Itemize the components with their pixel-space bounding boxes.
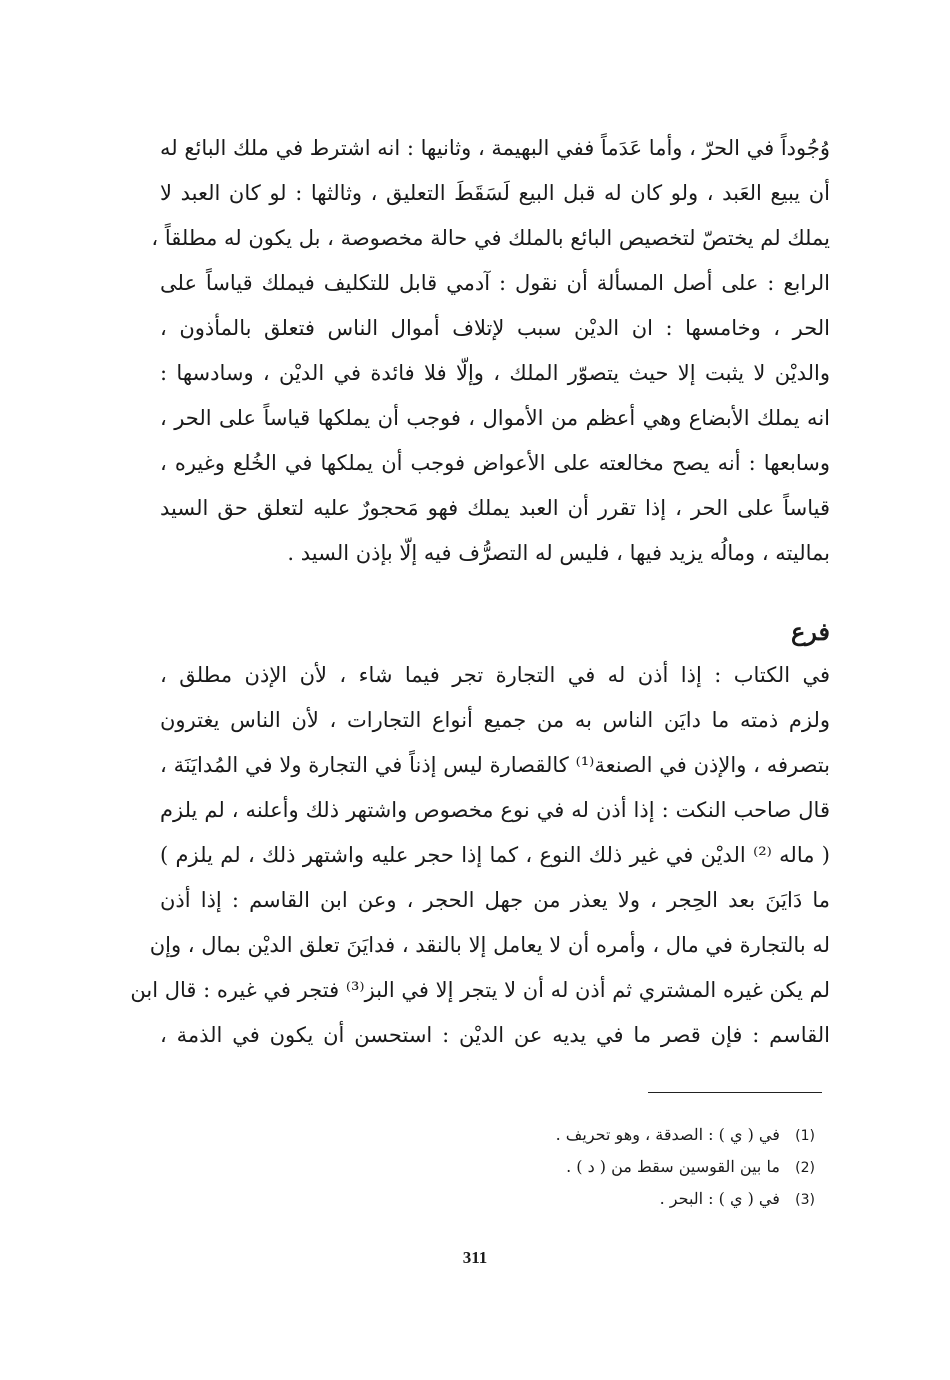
text-line: لم يكن غيره المشتري ثم أذن له أن لا يتجر إلا في البز⁽³⁾ فتجر في غيره : قال ابن <box>130 978 830 1002</box>
text-line: الحر ، وخامسها : ان الديْن سبب لإتلاف أموال الناس فتعلق بالمأذون ، <box>160 316 830 340</box>
section-heading: فرع <box>790 617 830 646</box>
footnote-number: (2) <box>795 1160 815 1176</box>
footnote <box>415 1152 815 1183</box>
footnote <box>415 1184 815 1215</box>
text-line: قياساً على الحر ، إذا تقرر أن العبد يملك فهو مَحجورٌ عليه لتعلق حق السيد <box>160 496 830 520</box>
text-line: يملك لم يختصّ لتخصيص البائع بالملك في حالة مخصوصة ، بل يكون له مطلقاً ، <box>151 226 830 250</box>
text-line: ما دَايَنَ بعد الحِجر ، ولا يعذر من جهل الحجر ، وعن ابن القاسم : إذا أذن <box>160 888 830 912</box>
text-line: في الكتاب : إذا أذن له في التجارة تجر فيما شاء ، لأن الإذن مطلق ، <box>160 663 830 687</box>
text-line: بتصرفه ، والإذن في الصنعة⁽¹⁾ كالقصارة ليس إذناً في التجارة ولا في المُدايَنَة ، <box>160 753 830 777</box>
text-line: ( ماله ⁽²⁾ الديْن في غير ذلك النوع ، كما إذا حجر عليه واشتهر ذلك ، لم يلزم ) <box>160 843 830 867</box>
text-line: والديْن لا يثبت إلا حيث يتصوّر الملك ، وإلّا فلا فائدة في الديْن ، وسادسها : <box>160 361 830 385</box>
text-line: قال صاحب النكت : إذا أذن له في نوع مخصوص واشتهر ذلك وأعلنه ، لم يلزم <box>160 798 830 822</box>
section2-text <box>130 655 830 1055</box>
text-line: وُجُوداً في الحرّ ، وأما عَدَماً ففي البهيمة ، وثانيها : انه اشترط في ملك البائع له <box>160 136 830 160</box>
text-line: وسابعها : أنه يصح مخالعته على الأعواض فوجب أن يملكها في الخُلع وغيره ، <box>160 451 830 475</box>
text-line: بماليته ، ومالُه يزيد فيها ، فليس له التصرُّف فيه إلّا بإذن السيد . <box>287 541 830 565</box>
section1-text <box>151 128 830 565</box>
footnote-text: ما بين القوسين سقط من ( د ) . <box>566 1157 780 1176</box>
footnote-number: (1) <box>795 1128 815 1144</box>
footnote-text: في ( ي ) : البحر . <box>659 1189 780 1208</box>
footnote-text: في ( ي ) : الصدقة ، وهو تحريف . <box>555 1125 780 1144</box>
text-line: انه يملك الأبضاع وهي أعظم من الأموال ، فوجب أن يملكها قياساً على الحر ، <box>160 406 830 430</box>
text-line: أن يبيع العَبد ، ولو كان له قبل البيع لَسَقَطَ التعليق ، وثالثها : لو كان العبد لا <box>160 181 830 205</box>
page-number: 311 <box>462 1248 488 1267</box>
text-line: القاسم : فإن قصر ما في يديه عن الديْن : استحسن أن يكون في الذمة ، <box>160 1023 830 1047</box>
footnote-number: (3) <box>795 1192 815 1208</box>
footnote-divider <box>648 1092 822 1093</box>
footnote <box>415 1120 815 1151</box>
text-line: له بالتجارة في مال ، وأمره أن لا يعامل إلا بالنقد ، فدايَنَ تعلق الديْن بمال ، وإن <box>149 933 830 957</box>
text-line: الرابع : على أصل المسألة أن نقول : آدمي قابل للتكليف فيملك قياساً على <box>160 271 830 295</box>
text-line: ولزم ذمته ما دايَن الناس به من جميع أنواع التجارات ، لأن الناس يغترون <box>160 708 830 732</box>
